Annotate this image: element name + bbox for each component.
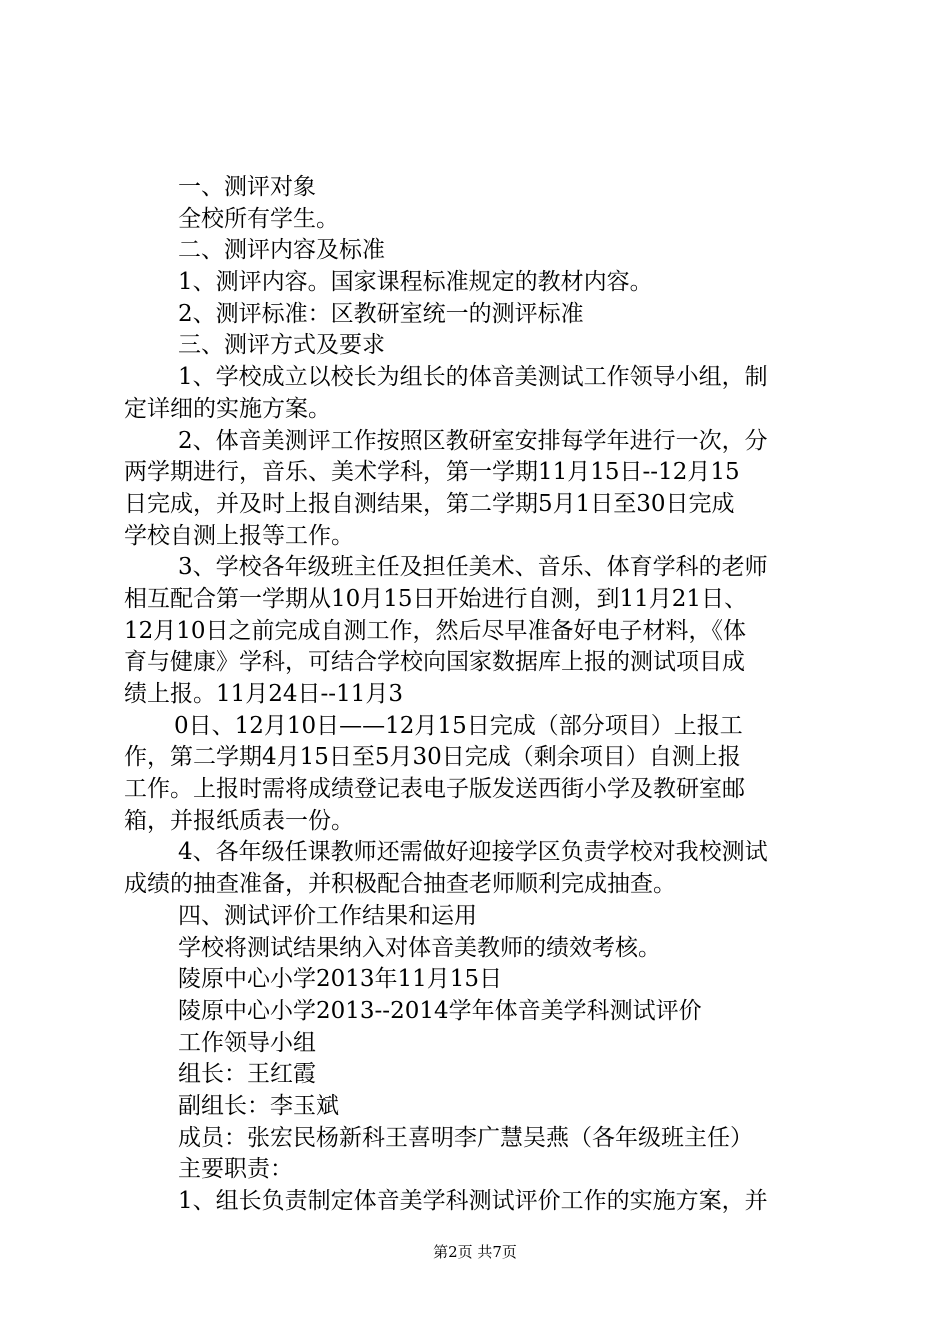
paragraph-line: 绩上报。11月24日--11月3 xyxy=(124,681,403,707)
paragraph-line: 成绩的抽查准备，并积极配合抽查老师顺利完成抽查。 xyxy=(124,871,676,898)
paragraph-line: 3、学校各年级班主任及担任美术、音乐、体育学科的老师 xyxy=(178,554,768,581)
paragraph-line: 全校所有学生。 xyxy=(178,205,339,232)
paragraph-line: 学校自测上报等工作。 xyxy=(124,522,354,549)
paragraph-line: 12月10日之前完成自测工作，然后尽早准备好电子材料，《体 xyxy=(124,617,747,644)
paragraph-line: 2、体音美测评工作按照区教研室安排每学年进行一次，分 xyxy=(178,427,768,454)
paragraph-line: 育与健康》学科，可结合学校向国家数据库上报的测试项目成 xyxy=(124,649,745,676)
paragraph-line: 学校将测试结果纳入对体音美教师的绩效考核。 xyxy=(178,934,661,961)
member-line: 组长：王红霞 xyxy=(178,1061,316,1088)
paragraph-line: 4、各年级任课教师还需做好迎接学区负责学校对我校测试 xyxy=(178,839,768,866)
group-title: 陵原中心小学2013--2014学年体音美学科测试评价 xyxy=(178,997,702,1024)
paragraph-line: 作，第二学期4月15日至5月30日完成（剩余项目）自测上报 xyxy=(124,744,741,771)
section-heading: 主要职责： xyxy=(178,1156,293,1183)
paragraph-line: 1、学校成立以校长为组长的体音美测试工作领导小组，制 xyxy=(178,364,768,391)
group-title: 工作领导小组 xyxy=(178,1029,316,1056)
member-line: 副组长：李玉斌 xyxy=(178,1092,339,1119)
paragraph-line: 两学期进行，音乐、美术学科，第一学期11月15日--12月15 xyxy=(124,459,740,486)
paragraph-line: 2、测评标准：区教研室统一的测评标准 xyxy=(178,300,584,327)
body-text xyxy=(124,172,840,1218)
section-heading: 一、测评对象 xyxy=(178,174,316,200)
section-heading: 三、测评方式及要求 xyxy=(178,332,385,359)
signature-line: 陵原中心小学2013年11月15日 xyxy=(178,966,503,993)
page-number-footer: 第2页 共7页 xyxy=(433,1243,517,1261)
paragraph-line: 1、组长负责制定体音美学科测试评价工作的实施方案，并 xyxy=(178,1188,768,1214)
paragraph-line: 箱，并报纸质表一份。 xyxy=(124,807,354,834)
section-heading: 二、测评内容及标准 xyxy=(178,237,385,264)
section-heading: 四、测试评价工作结果和运用 xyxy=(178,902,477,929)
paragraph-line: 日完成，并及时上报自测结果，第二学期5月1日至30日完成 xyxy=(124,490,735,517)
paragraph-line: 工作。上报时需将成绩登记表电子版发送西街小学及教研室邮 xyxy=(124,776,745,803)
paragraph-line: 定详细的实施方案。 xyxy=(124,395,331,422)
member-line: 成员：张宏民杨新科王喜明李广慧吴燕（各年级班主任） xyxy=(178,1124,753,1151)
paragraph-line: 相互配合第一学期从10月15日开始进行自测，到11月21日、 xyxy=(124,585,748,612)
paragraph-line: 1、测评内容。国家课程标准规定的教材内容。 xyxy=(178,269,653,296)
paragraph-line: 0日、12月10日——12月15日完成（部分项目）上报工 xyxy=(174,712,743,739)
